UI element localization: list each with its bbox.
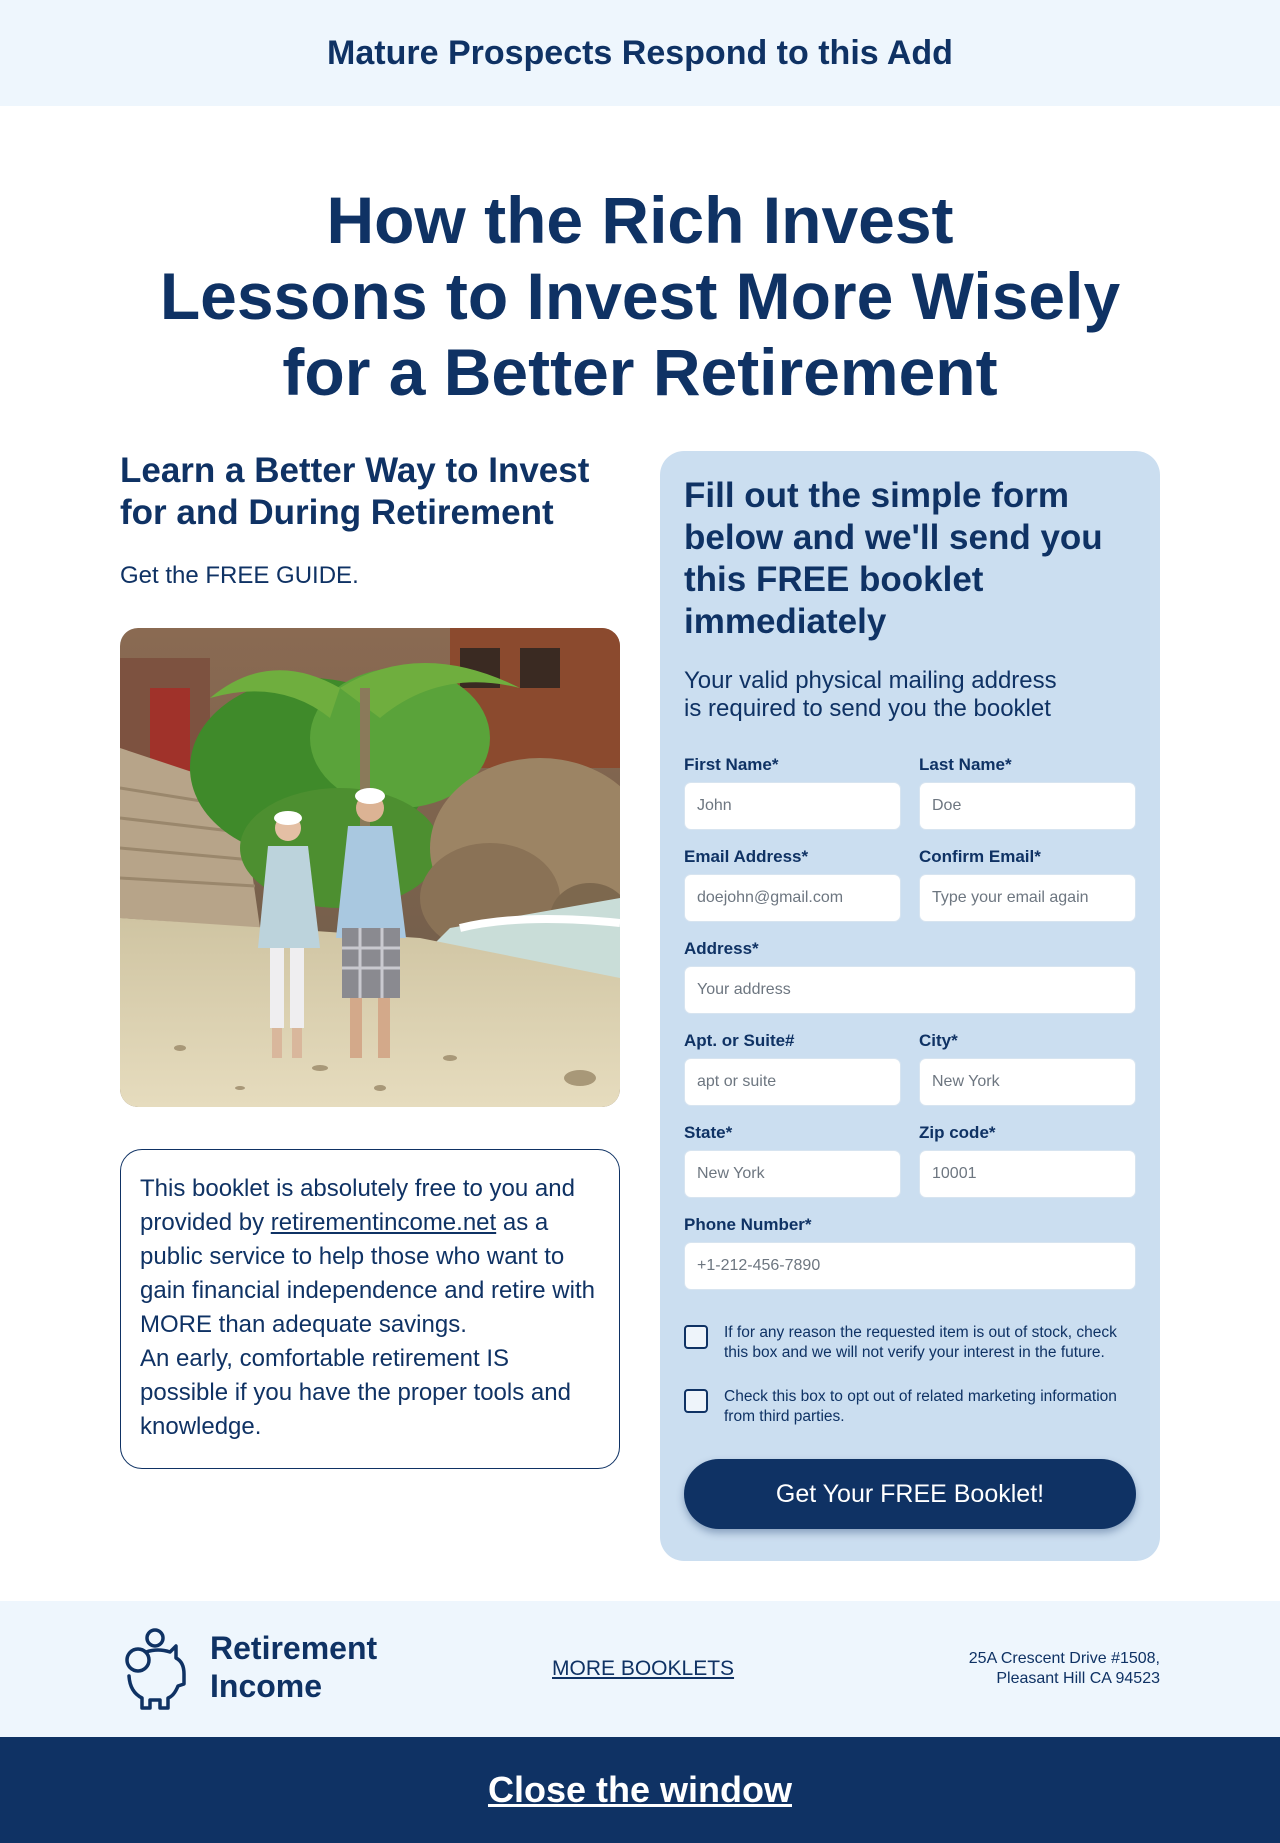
email-input[interactable] [684, 874, 901, 922]
left-heading-line-2: for and During Retirement [120, 493, 554, 532]
footer-logo-text [210, 1629, 377, 1705]
address-input[interactable] [684, 966, 1136, 1014]
confirm-email-label: Confirm Email* [919, 847, 1041, 866]
close-window-link[interactable]: Close the window [487, 1769, 792, 1810]
out-of-stock-checkbox[interactable] [684, 1325, 708, 1349]
info-box [120, 1149, 620, 1469]
zip-input[interactable] [919, 1150, 1136, 1198]
phone-label: Phone Number* [684, 1215, 812, 1234]
city-label: City* [919, 1031, 958, 1050]
retirementincome-link[interactable]: retirementincome.net [270, 1209, 497, 1236]
get-booklet-button[interactable]: Get Your FREE Booklet! [684, 1459, 1136, 1529]
info-text-pre-link: This booklet is absolutely free to you and provided by [140, 1175, 575, 1236]
last-name-label: Last Name* [919, 755, 1012, 774]
address-line-1: 25A Crescent Drive #1508, [968, 1650, 1160, 1667]
phone-input[interactable] [684, 1242, 1136, 1290]
retired-couple-beach-photo [120, 628, 620, 1107]
top-banner [0, 0, 1280, 106]
footer-address [969, 1649, 1160, 1689]
booklet-request-form [660, 451, 1160, 1561]
email-label: Email Address* [684, 847, 809, 866]
form-subtitle [684, 667, 1136, 723]
info-paragraph-1 [140, 1172, 600, 1342]
last-name-input[interactable] [919, 782, 1136, 830]
headline-line-1: How the Rich Invest [326, 183, 954, 257]
zip-label: Zip code* [919, 1123, 996, 1142]
opt-out-checkbox[interactable] [684, 1389, 708, 1413]
logo-line-1: Retirement [210, 1630, 378, 1666]
info-paragraph-2: An early, comfortable retirement IS possible if you have the proper tools and knowledge. [140, 1345, 571, 1440]
apt-input[interactable] [684, 1058, 901, 1106]
info-text-post-link: as a public service to help those who want to gain financial independence and retire with MORE than adequate savings. [140, 1209, 595, 1338]
form-heading [684, 475, 1136, 643]
address-line-2: Pleasant Hill CA 94523 [996, 1670, 1160, 1687]
beach-photo-illustration [120, 628, 620, 1107]
headline-line-2: Lessons to Invest More Wisely [159, 259, 1121, 333]
form-heading-line-1: Fill out the simple form [684, 476, 1070, 515]
headline-line-3: for a Better Retirement [282, 335, 998, 409]
page-headline [0, 182, 1280, 410]
left-heading [120, 450, 620, 534]
left-subtitle: Get the FREE GUIDE. [120, 562, 359, 589]
state-label: State* [684, 1123, 733, 1142]
confirm-email-input[interactable] [919, 874, 1136, 922]
address-label: Address* [684, 939, 759, 958]
city-input[interactable] [919, 1058, 1136, 1106]
form-subtitle-line-2: is required to send you the booklet [684, 695, 1051, 722]
first-name-label: First Name* [684, 755, 779, 774]
opt-out-option [684, 1387, 1136, 1427]
apt-label: Apt. or Suite# [684, 1031, 795, 1050]
left-heading-line-1: Learn a Better Way to Invest [120, 451, 590, 490]
piggy-bank-coin-icon [124, 1626, 190, 1712]
state-input[interactable] [684, 1150, 901, 1198]
out-of-stock-text: If for any reason the requested item is out of stock, check this box and we will not verify your interest in the future. [724, 1324, 1117, 1361]
banner-title: Mature Prospects Respond to this Add [327, 33, 953, 72]
form-heading-line-3: this FREE booklet [684, 560, 984, 599]
more-booklets-link[interactable]: MORE BOOKLETS [552, 1657, 735, 1680]
left-column [120, 450, 620, 590]
bottom-bar [0, 1737, 1280, 1843]
form-heading-line-4: immediately [684, 602, 887, 641]
logo-line-2: Income [210, 1668, 323, 1704]
form-heading-line-2: below and we'll send you [684, 518, 1103, 557]
form-subtitle-line-1: Your valid physical mailing address [684, 667, 1057, 694]
out-of-stock-option [684, 1323, 1136, 1363]
opt-out-text: Check this box to opt out of related marketing information from third parties. [724, 1388, 1117, 1425]
first-name-input[interactable] [684, 782, 901, 830]
footer [0, 1601, 1280, 1737]
